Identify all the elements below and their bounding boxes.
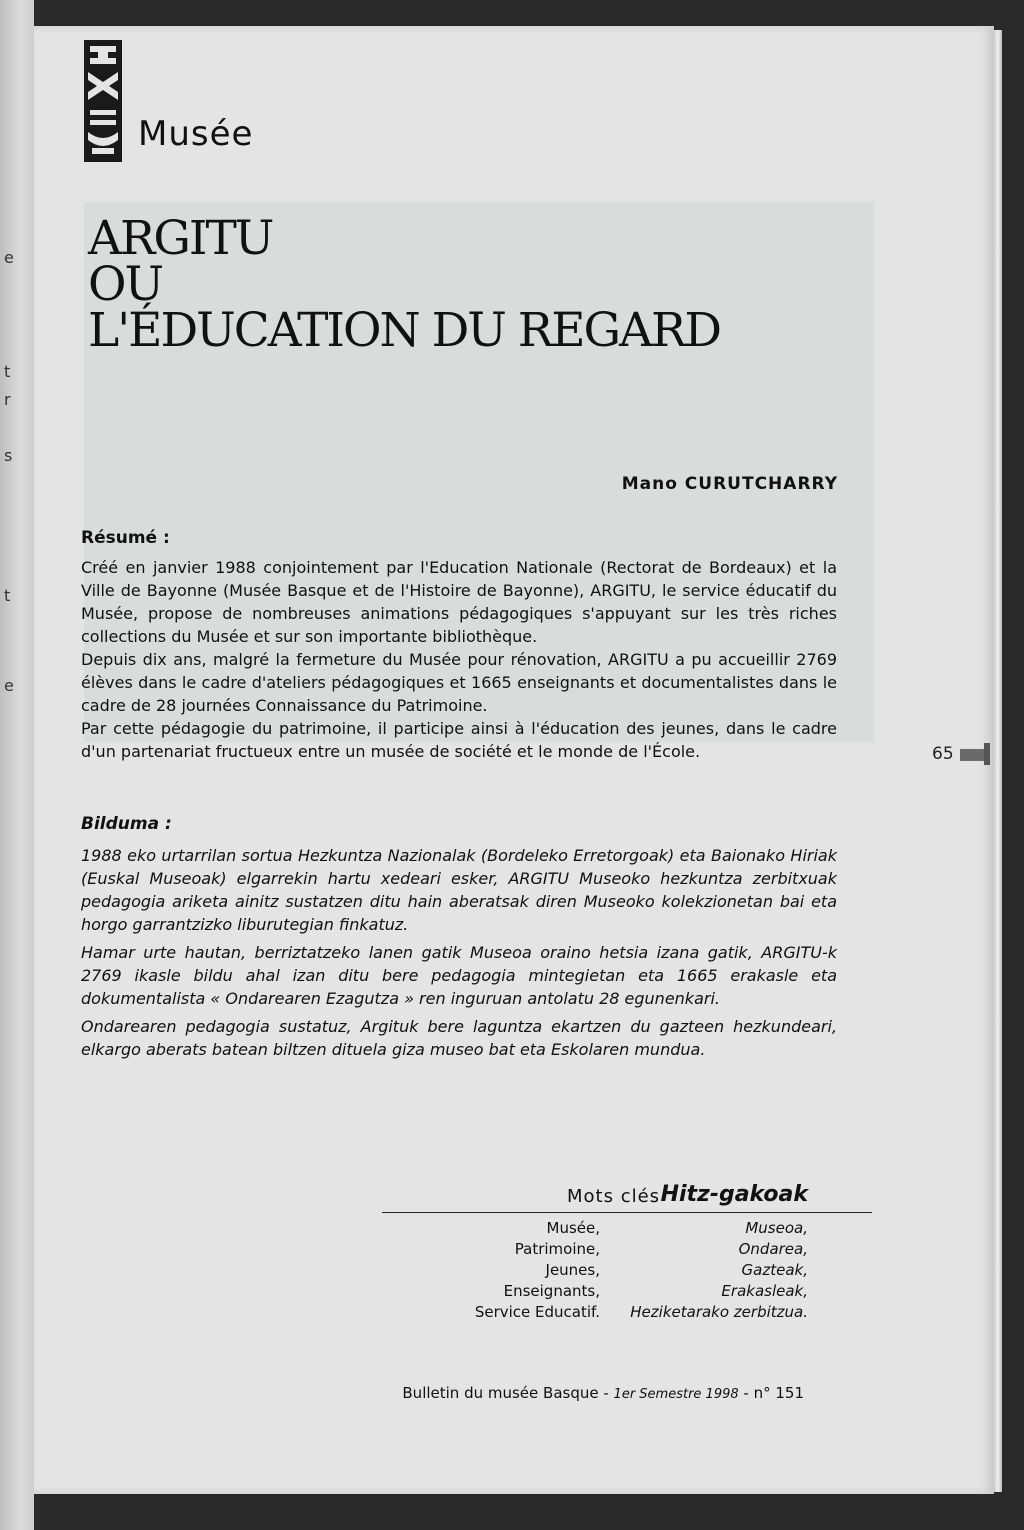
- resume-paragraph: Créé en janvier 1988 conjointement par l'Education Nationale (Rectorat de Bordeaux) et la Ville de Bayonne (Musée Basque et de l'Histoire de Bayonne), ARGITU, le service éducatif du Musée, propose de nombreuses animations pédagogiques s'appuyant sur les très riches collections du Musée et sur son importante bibliothèque.: [81, 558, 837, 646]
- keywords-list-eu: [630, 1218, 808, 1323]
- page-tab-marker: [984, 743, 990, 765]
- keyword: Musée,: [546, 1219, 600, 1237]
- semester: 1er Semestre 1998: [613, 1387, 739, 1402]
- page-number: 65: [932, 744, 954, 764]
- margin-fragment: e: [4, 248, 14, 267]
- resume-body: [81, 556, 837, 763]
- title-line: ARGITU: [88, 211, 273, 266]
- section-label: Musée: [138, 114, 254, 154]
- page-footer: [402, 1384, 804, 1402]
- margin-fragment: t: [4, 586, 11, 605]
- keyword: Enseignants,: [503, 1282, 600, 1300]
- footer-separator: -: [738, 1384, 754, 1402]
- page-edge: [994, 30, 1002, 1492]
- margin-fragment: s: [4, 446, 13, 465]
- resume-paragraph: Par cette pédagogie du patrimoine, il participe ainsi à l'éducation des jeunes, dans le cadre d'un partenariat fructueux entre un musée de société et le monde de l'École.: [81, 719, 837, 761]
- keyword: Patrimoine,: [514, 1240, 600, 1258]
- resume-heading: Résumé :: [81, 528, 170, 548]
- keywords-list-fr: [475, 1218, 600, 1323]
- document-page: [34, 26, 994, 1494]
- journal-name: Bulletin du musée Basque: [402, 1384, 599, 1402]
- author-name: Mano CURUTCHARRY: [621, 474, 838, 494]
- keyword: Heziketarako zerbitzua.: [630, 1303, 808, 1321]
- keywords-divider: [382, 1212, 872, 1213]
- title-line: L'ÉDUCATION DU REGARD: [88, 303, 721, 358]
- page-tab-marker: [960, 749, 986, 761]
- bilduma-heading: Bilduma :: [81, 814, 172, 834]
- basque-ornament-logo: [80, 40, 126, 162]
- margin-fragment: r: [4, 390, 11, 409]
- issue-number: n° 151: [753, 1384, 804, 1402]
- bilduma-paragraph: Hamar urte hautan, berriztatzeko lanen gatik Museoa oraino hetsia izana gatik, ARGITU-k 2769 ikasle bildu ahal izan ditu bere pedagogia mintegietan eta 1665 erakasle eta dokumentalista « Ondarearen Ezagutza » ren inguruan antolatu 28 egunenkari.: [81, 943, 837, 1008]
- keyword: Jeunes,: [545, 1261, 600, 1279]
- margin-fragment: t: [4, 362, 11, 381]
- title-line: OU: [88, 257, 163, 312]
- resume-paragraph: Depuis dix ans, malgré la fermeture du Musée pour rénovation, ARGITU a pu accueillir 2769 élèves dans le cadre d'ateliers pédagogiques et 1665 enseignants et documentalistes dans le cadre de 28 journées Connaissance du Patrimoine.: [81, 650, 837, 715]
- bilduma-paragraph: 1988 eko urtarrilan sortua Hezkuntza Nazionalak (Bordeleko Erretorgoak) eta Baionako Hiriak (Euskal Museoak) elgarrekin hartu xedeari esker, ARGITU Museoko hezkuntza zerbitxuak pedagogia ariketa ainitz sustatzen ditu hain aberatsak diren Museoko kolekzionetan bai eta horgo garrantzizko liburutegian finkatuz.: [81, 846, 837, 934]
- keyword: Erakasleak,: [721, 1282, 808, 1300]
- keywords-heading-eu: Hitz-gakoak: [660, 1182, 808, 1207]
- previous-page-edge: [0, 0, 34, 1530]
- bilduma-paragraph: Ondarearen pedagogia sustatuz, Argituk bere laguntza ekartzen du gazteen hezkundeari, elkargo aberats batean biltzen dituela giza museo bat eta Eskolaren mundua.: [81, 1017, 837, 1059]
- article-title: [88, 211, 721, 358]
- keyword: Museoa,: [745, 1219, 808, 1237]
- footer-separator: -: [598, 1384, 614, 1402]
- margin-fragment: e: [4, 676, 14, 695]
- bilduma-body: [81, 844, 837, 1066]
- keyword: Service Educatif.: [474, 1303, 600, 1321]
- keywords-heading-fr: Mots clés: [567, 1186, 661, 1207]
- keyword: Gazteak,: [741, 1261, 808, 1279]
- keyword: Ondarea,: [738, 1240, 808, 1258]
